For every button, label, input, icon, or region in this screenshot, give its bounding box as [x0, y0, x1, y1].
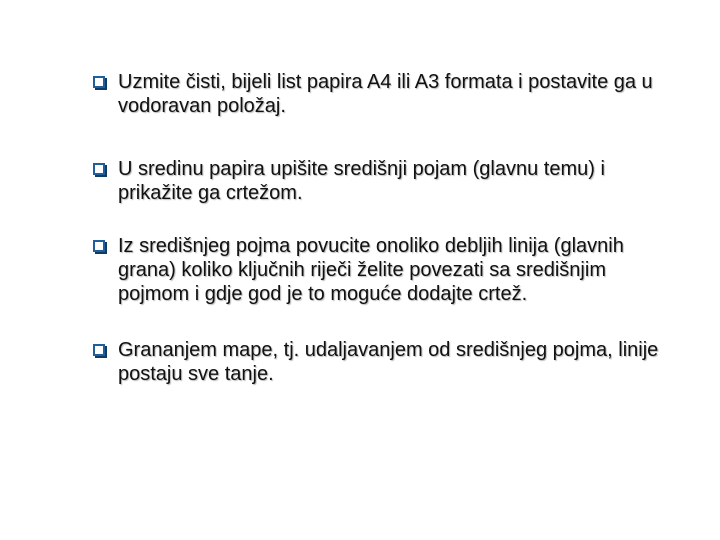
bullet-item — [92, 338, 672, 386]
square-bullet-icon — [92, 162, 108, 178]
bullet-item — [92, 157, 672, 205]
bullet-text: Grananjem mape, tj. udaljavanjem od središnjeg pojma, linije postaju sve tanje. — [118, 339, 659, 385]
square-bullet-icon — [92, 75, 108, 91]
bullet-item — [92, 234, 672, 306]
bullet-list — [92, 70, 672, 386]
bullet-item — [92, 70, 672, 118]
bullet-text: Uzmite čisti, bijeli list papira A4 ili A3 formata i postavite ga u vodoravan položaj. — [118, 71, 653, 117]
bullet-text: Iz središnjeg pojma povucite onoliko debljih linija (glavnih grana) koliko ključnih riječi želite povezati sa središnjim pojmom i gdje god je to moguće dodajte crtež. — [118, 235, 624, 305]
square-bullet-icon — [92, 343, 108, 359]
square-bullet-icon — [92, 239, 108, 255]
bullet-text: U sredinu papira upišite središnji pojam (glavnu temu) i prikažite ga crtežom. — [118, 158, 605, 204]
